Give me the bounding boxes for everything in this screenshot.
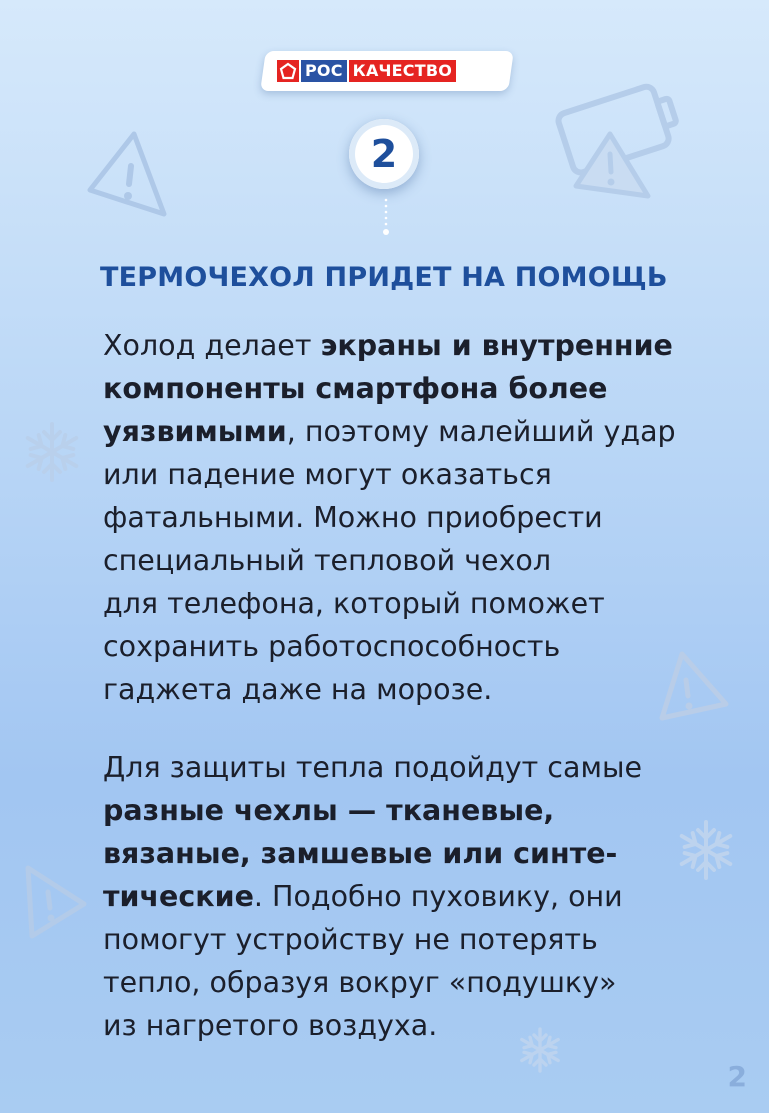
- logo-kachestvo-text: КАЧЕСТВО: [349, 60, 456, 82]
- warning-triangle-icon: [14, 862, 94, 942]
- bold-fragment: вязаные, замшевые или синте-: [103, 837, 618, 870]
- logo-ros-text: РОС: [301, 60, 347, 82]
- battery-warning-icon: [548, 66, 698, 206]
- text-line: или падение могут оказаться: [103, 458, 552, 491]
- bold-fragment: уязвимыми: [103, 415, 287, 448]
- paragraph-1: [103, 324, 713, 711]
- warning-triangle-icon: [84, 128, 168, 220]
- bold-fragment: тические: [103, 880, 254, 913]
- text-line: тепло, образуя вокруг «подушку»: [103, 966, 617, 999]
- text-fragment: , поэтому малейший удар: [286, 415, 676, 448]
- bold-fragment: компоненты смартфона более: [103, 372, 608, 405]
- text-line: [103, 875, 713, 918]
- text-line: [103, 832, 713, 875]
- text-line: Для защиты тепла подойдут самые: [103, 751, 642, 784]
- snowflake-icon: [20, 420, 84, 484]
- rosqachestvo-pentagon-icon: [277, 60, 299, 82]
- text-line: [103, 410, 713, 453]
- text-fragment: . Подобно пуховику, они: [253, 880, 623, 913]
- text-line: из нагретого воздуха.: [103, 1009, 438, 1042]
- text-fragment: Холод делает: [103, 329, 321, 362]
- text-line: для телефона, который поможет: [103, 587, 605, 620]
- bold-fragment: разные чехлы — тканевые,: [103, 794, 555, 827]
- logo-wordmark: [277, 59, 456, 83]
- bold-fragment: экраны и внутренние: [320, 329, 673, 362]
- dotted-connector: [383, 197, 389, 237]
- text-line: помогут устройству не потерять: [103, 923, 598, 956]
- text-line: фатальными. Можно приобрести: [103, 501, 603, 534]
- text-line: [103, 324, 713, 367]
- text-line: [103, 789, 713, 832]
- step-number: 2: [370, 132, 398, 176]
- text-line: гаджета даже на морозе.: [103, 673, 493, 706]
- step-badge: [349, 119, 419, 189]
- text-line: [103, 367, 713, 410]
- paragraph-2: [103, 746, 713, 1047]
- page-number: 2: [727, 1060, 747, 1093]
- roskachestvo-logo: [260, 51, 514, 91]
- text-line: специальный тепловой чехол: [103, 544, 552, 577]
- section-heading: ТЕРМОЧЕХОЛ ПРИДЕТ НА ПОМОЩЬ: [100, 262, 668, 293]
- text-line: сохранить работоспособность: [103, 630, 561, 663]
